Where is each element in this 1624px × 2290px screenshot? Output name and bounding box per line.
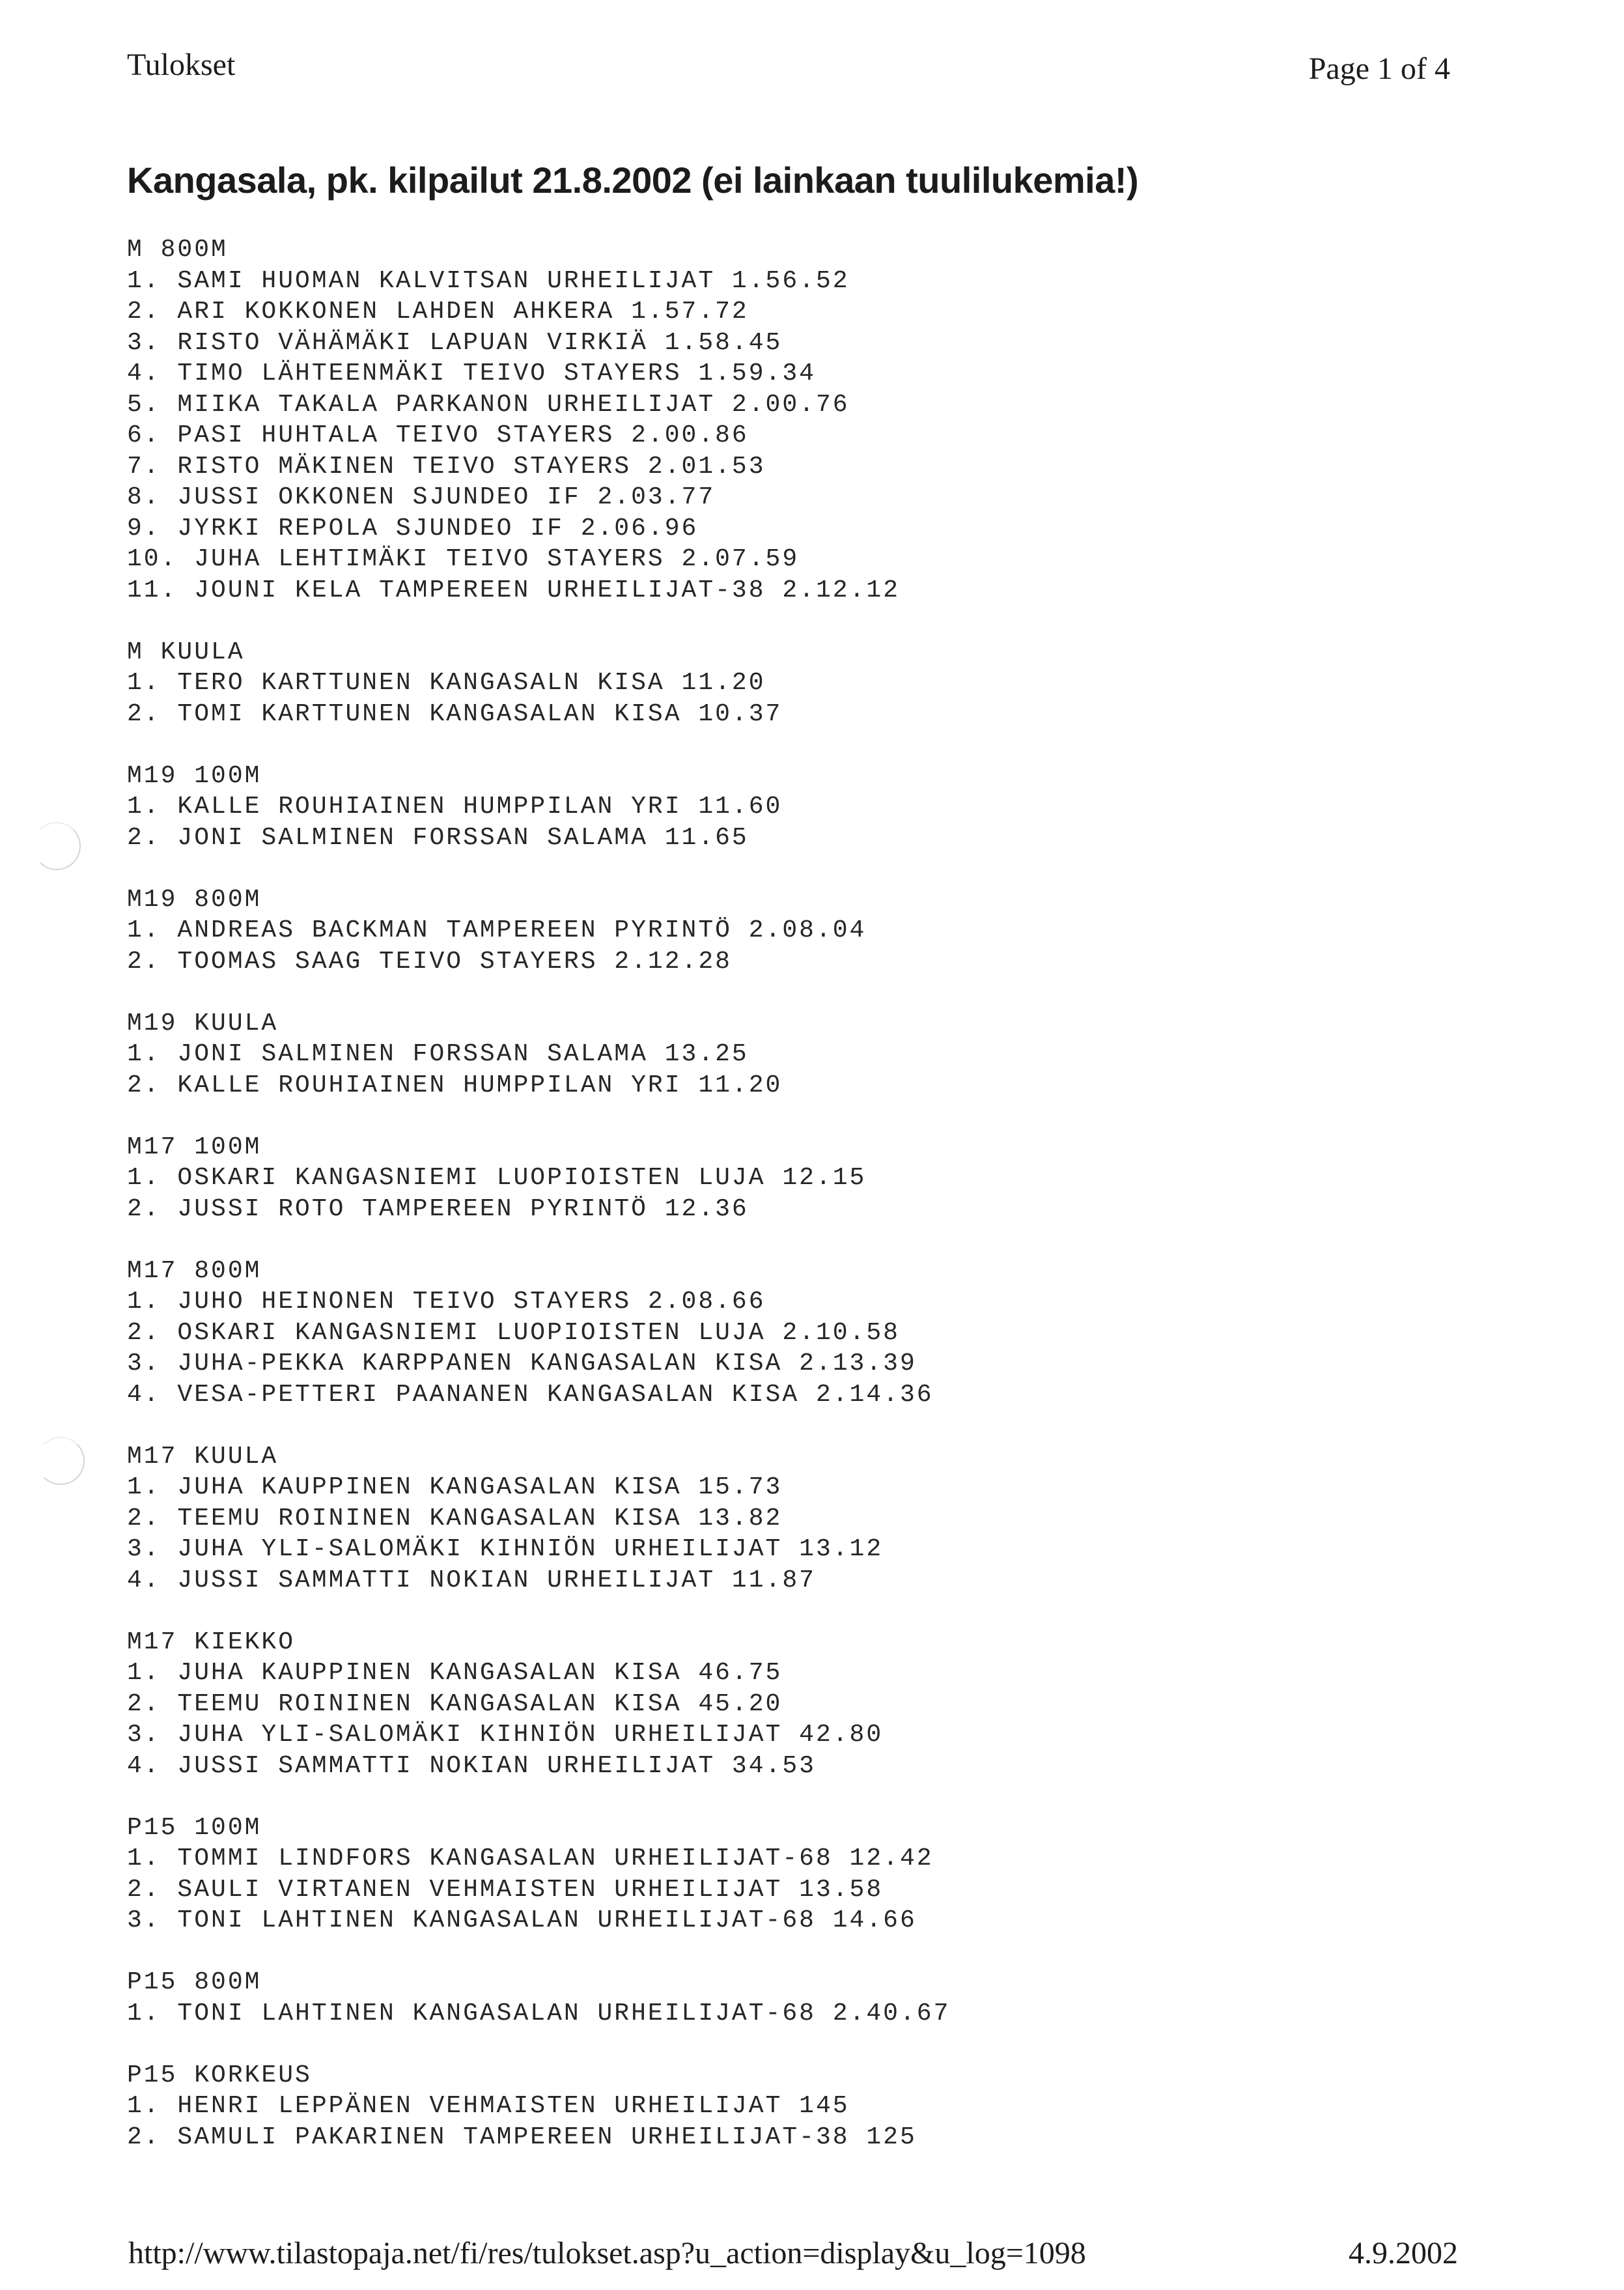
event-section: [127, 1256, 1494, 1411]
result-row: 8. JUSSI OKKONEN SJUNDEO IF 2.03.77: [127, 483, 716, 511]
result-row: 2. TEEMU ROININEN KANGASALAN KISA 13.82: [127, 1504, 783, 1533]
event-heading: M17 100M: [127, 1133, 262, 1161]
event-heading: M KUULA: [127, 638, 245, 666]
result-row: 4. VESA-PETTERI PAANANEN KANGASALAN KISA 2.14.36: [127, 1380, 934, 1409]
event-section: [127, 1813, 1494, 1936]
result-row: 1. TOMMI LINDFORS KANGASALAN URHEILIJAT-68 12.42: [127, 1845, 934, 1873]
result-row: 1. TERO KARTTUNEN KANGASALN KISA 11.20: [127, 669, 766, 697]
result-row: 1. JUHA KAUPPINEN KANGASALAN KISA 15.73: [127, 1473, 783, 1501]
event-section: [127, 234, 1494, 606]
event-heading: M 800M: [127, 236, 228, 264]
result-row: 1. JONI SALMINEN FORSSAN SALAMA 13.25: [127, 1040, 749, 1068]
result-row: 3. JUHA-PEKKA KARPPANEN KANGASALAN KISA 2.13.39: [127, 1350, 917, 1378]
result-row: 4. TIMO LÄHTEENMÄKI TEIVO STAYERS 1.59.34: [127, 360, 816, 388]
result-row: 2. KALLE ROUHIAINEN HUMPPILAN YRI 11.20: [127, 1071, 783, 1099]
event-section: [127, 2060, 1494, 2153]
punch-hole: [36, 1437, 85, 1485]
event-section: [127, 1627, 1494, 1782]
results-list: [127, 234, 1494, 2153]
document-title: Kangasala, pk. kilpailut 21.8.2002 (ei lainkaan tuulilukemia!): [127, 160, 1139, 201]
event-section: [127, 1441, 1494, 1596]
event-heading: P15 800M: [127, 1968, 262, 1996]
result-row: 1. SAMI HUOMAN KALVITSAN URHEILIJAT 1.56.52: [127, 266, 850, 295]
result-row: 1. KALLE ROUHIAINEN HUMPPILAN YRI 11.60: [127, 793, 783, 821]
result-row: 2. SAULI VIRTANEN VEHMAISTEN URHEILIJAT 13.58: [127, 1875, 884, 1904]
result-row: 7. RISTO MÄKINEN TEIVO STAYERS 2.01.53: [127, 452, 766, 481]
event-section: [127, 1008, 1494, 1101]
event-heading: M17 KUULA: [127, 1442, 279, 1471]
result-row: 10. JUHA LEHTIMÄKI TEIVO STAYERS 2.07.59: [127, 545, 800, 573]
result-row: 4. JUSSI SAMMATTI NOKIAN URHEILIJAT 34.53: [127, 1751, 816, 1780]
event-section: [127, 884, 1494, 978]
result-row: 2. TEEMU ROININEN KANGASALAN KISA 45.20: [127, 1689, 783, 1718]
header-title: Tulokset: [127, 48, 236, 82]
result-row: 3. RISTO VÄHÄMÄKI LAPUAN VIRKIÄ 1.58.45: [127, 328, 783, 357]
result-row: 9. JYRKI REPOLA SJUNDEO IF 2.06.96: [127, 514, 699, 543]
result-row: 3. JUHA YLI-SALOMÄKI KIHNIÖN URHEILIJAT 13.12: [127, 1535, 884, 1563]
event-heading: P15 100M: [127, 1813, 262, 1842]
result-row: 2. TOMI KARTTUNEN KANGASALAN KISA 10.37: [127, 700, 783, 728]
event-section: [127, 761, 1494, 854]
event-heading: M17 KIEKKO: [127, 1628, 296, 1656]
result-row: 4. JUSSI SAMMATTI NOKIAN URHEILIJAT 11.87: [127, 1566, 816, 1594]
event-heading: P15 KORKEUS: [127, 2061, 312, 2089]
event-heading: M19 100M: [127, 761, 262, 790]
footer-url: http://www.tilastopaja.net/fi/res/tulokset.asp?u_action=display&u_log=1098: [128, 2236, 1086, 2270]
result-row: 2. JUSSI ROTO TAMPEREEN PYRINTÖ 12.36: [127, 1194, 749, 1223]
result-row: 1. JUHO HEINONEN TEIVO STAYERS 2.08.66: [127, 1288, 766, 1316]
event-section: [127, 1967, 1494, 2029]
result-row: 6. PASI HUHTALA TEIVO STAYERS 2.00.86: [127, 421, 749, 449]
event-heading: M19 KUULA: [127, 1009, 279, 1038]
result-row: 2. OSKARI KANGASNIEMI LUOPIOISTEN LUJA 2.10.58: [127, 1318, 900, 1347]
result-row: 2. ARI KOKKONEN LAHDEN AHKERA 1.57.72: [127, 298, 749, 326]
result-row: 1. JUHA KAUPPINEN KANGASALAN KISA 46.75: [127, 1659, 783, 1687]
result-row: 3. TONI LAHTINEN KANGASALAN URHEILIJAT-68 14.66: [127, 1906, 917, 1934]
event-section: [127, 637, 1494, 730]
result-row: 3. JUHA YLI-SALOMÄKI KIHNIÖN URHEILIJAT 42.80: [127, 1721, 884, 1749]
event-section: [127, 1132, 1494, 1225]
result-row: 2. TOOMAS SAAG TEIVO STAYERS 2.12.28: [127, 947, 732, 976]
footer-date: 4.9.2002: [1349, 2236, 1458, 2270]
punch-hole: [33, 822, 81, 870]
page-number: Page 1 of 4: [1308, 51, 1450, 86]
event-heading: M17 800M: [127, 1256, 262, 1285]
result-row: 2. SAMULI PAKARINEN TAMPEREEN URHEILIJAT-38 125: [127, 2123, 917, 2151]
result-row: 11. JOUNI KELA TAMPEREEN URHEILIJAT-38 2.12.12: [127, 576, 900, 604]
result-row: 5. MIIKA TAKALA PARKANON URHEILIJAT 2.00.76: [127, 390, 850, 419]
result-row: 1. TONI LAHTINEN KANGASALAN URHEILIJAT-68 2.40.67: [127, 1999, 951, 2028]
result-row: 1. ANDREAS BACKMAN TAMPEREEN PYRINTÖ 2.08.04: [127, 916, 867, 944]
result-row: 1. OSKARI KANGASNIEMI LUOPIOISTEN LUJA 12.15: [127, 1164, 867, 1192]
result-row: 1. HENRI LEPPÄNEN VEHMAISTEN URHEILIJAT 145: [127, 2092, 850, 2120]
event-heading: M19 800M: [127, 885, 262, 914]
result-row: 2. JONI SALMINEN FORSSAN SALAMA 11.65: [127, 823, 749, 852]
